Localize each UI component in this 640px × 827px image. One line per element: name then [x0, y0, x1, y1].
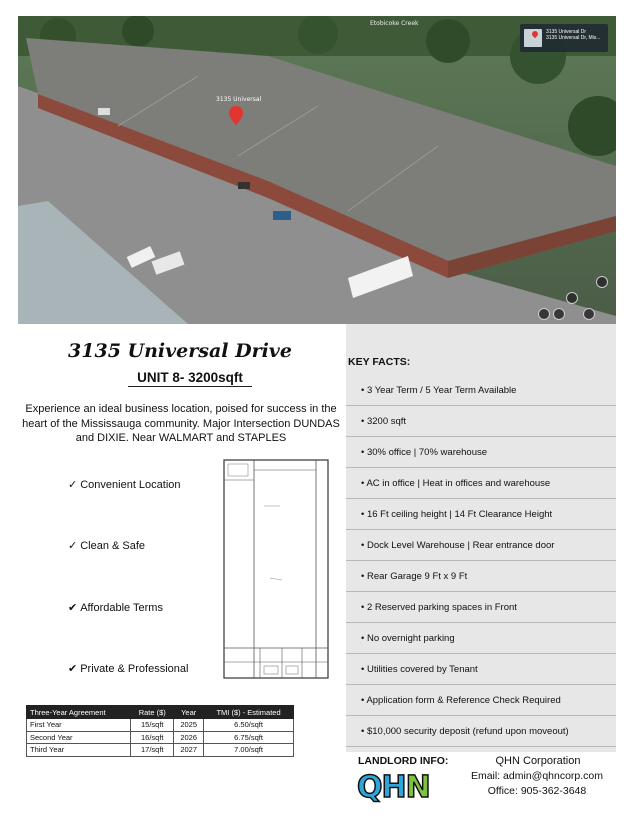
table-row	[27, 731, 294, 744]
key-facts-panel	[346, 324, 616, 752]
map-address-card[interactable]	[520, 24, 608, 52]
header-agreement: Three-Year Agreement	[27, 706, 131, 719]
table-cell: 2026	[174, 731, 204, 744]
map-thumbnail	[524, 29, 542, 47]
map-pin-icon	[531, 30, 539, 38]
floor-plan	[220, 458, 330, 680]
key-facts-title: KEY FACTS:	[348, 356, 411, 368]
key-fact-item: • 3 Year Term / 5 Year Term Available	[346, 376, 616, 406]
key-fact-item: • 30% office | 70% warehouse	[346, 438, 616, 468]
landlord-company: QHN Corporation	[495, 755, 581, 767]
aerial-photo-illustration	[18, 16, 616, 324]
property-description: Experience an ideal business location, poised for success in the heart of the Mississauga community. Major Intersection DUNDAS and DIXIE. Near WALMART and STAPLES	[22, 403, 340, 444]
creek-map-label: Etobicoke Creek	[370, 20, 419, 27]
table-cell: 6.50/sqft	[204, 719, 294, 732]
table-cell: 7.00/sqft	[204, 744, 294, 757]
landlord-info-label: LANDLORD INFO:	[358, 755, 449, 767]
logo-letter-q: Q	[357, 770, 382, 805]
aerial-photo	[18, 16, 616, 324]
key-fact-item: • Utilities covered by Tenant	[346, 655, 616, 685]
feature-clean-safe	[68, 539, 145, 552]
compass-icon[interactable]	[596, 276, 608, 288]
table-row	[27, 719, 294, 732]
feature-private-professional	[68, 662, 188, 675]
table-cell: 6.75/sqft	[204, 731, 294, 744]
rate-table-header-row	[27, 706, 294, 719]
feature-label: Affordable Terms	[80, 602, 163, 614]
logo-letter-h: H	[381, 770, 406, 805]
table-cell: 17/sqft	[131, 744, 174, 757]
table-cell: First Year	[27, 719, 131, 732]
building-map-label: 3135 Universal	[216, 96, 262, 103]
key-fact-item: • 2 Reserved parking spaces in Front	[346, 593, 616, 623]
map-address-line1: 3135 Universal Dr	[546, 29, 587, 35]
map-address-line2: 3135 Universal Dr, Mis...	[546, 35, 601, 41]
key-fact-item: • Dock Level Warehouse | Rear entrance door	[346, 531, 616, 561]
zoom-in-icon[interactable]	[553, 308, 565, 320]
logo-letter-n: N	[405, 770, 430, 805]
header-tmi: TMI ($) - Estimated	[204, 706, 294, 719]
feature-convenient-location	[68, 478, 181, 491]
table-cell: Second Year	[27, 731, 131, 744]
landlord-phone[interactable]: Office: 905-362-3648	[487, 785, 587, 797]
check-icon: ✓	[68, 479, 78, 491]
feature-label: Clean & Safe	[80, 540, 146, 552]
table-cell: 2027	[174, 744, 204, 757]
table-cell: 16/sqft	[131, 731, 174, 744]
property-title: 3135 Universal Drive	[68, 340, 292, 362]
key-fact-item: • Rear Garage 9 Ft x 9 Ft	[346, 562, 616, 592]
table-row	[27, 744, 294, 757]
header-rate: Rate ($)	[131, 706, 174, 719]
key-fact-item: • $10,000 security deposit (refund upon moveout)	[346, 717, 616, 747]
table-cell: 15/sqft	[131, 719, 174, 732]
key-fact-item: • AC in office | Heat in offices and warehouse	[346, 469, 616, 499]
table-cell: Third Year	[27, 744, 131, 757]
key-fact-item: • No overnight parking	[346, 624, 616, 654]
key-fact-item: • Application form & Reference Check Required	[346, 686, 616, 716]
landlord-email[interactable]: Email: admin@qhncorp.com	[470, 770, 604, 782]
unit-subtitle: UNIT 8- 3200sqft	[128, 370, 252, 387]
check-icon: ✔	[68, 663, 78, 675]
feature-affordable-terms	[68, 601, 163, 614]
feature-label: Private & Professional	[80, 663, 189, 675]
map-rotate-icon[interactable]	[583, 308, 595, 320]
key-fact-item: • 16 Ft ceiling height | 14 Ft Clearance Height	[346, 500, 616, 530]
key-fact-item: • 3200 sqft	[346, 407, 616, 437]
floor-plan-drawing	[220, 458, 330, 680]
header-year: Year	[174, 706, 204, 719]
map-3d-toggle-icon[interactable]	[566, 292, 578, 304]
check-icon: ✓	[68, 540, 78, 552]
table-cell: 2025	[174, 719, 204, 732]
rate-table	[26, 705, 294, 757]
feature-label: Convenient Location	[80, 479, 181, 491]
qhn-logo	[357, 770, 430, 805]
zoom-out-icon[interactable]	[538, 308, 550, 320]
check-icon: ✔	[68, 602, 78, 614]
